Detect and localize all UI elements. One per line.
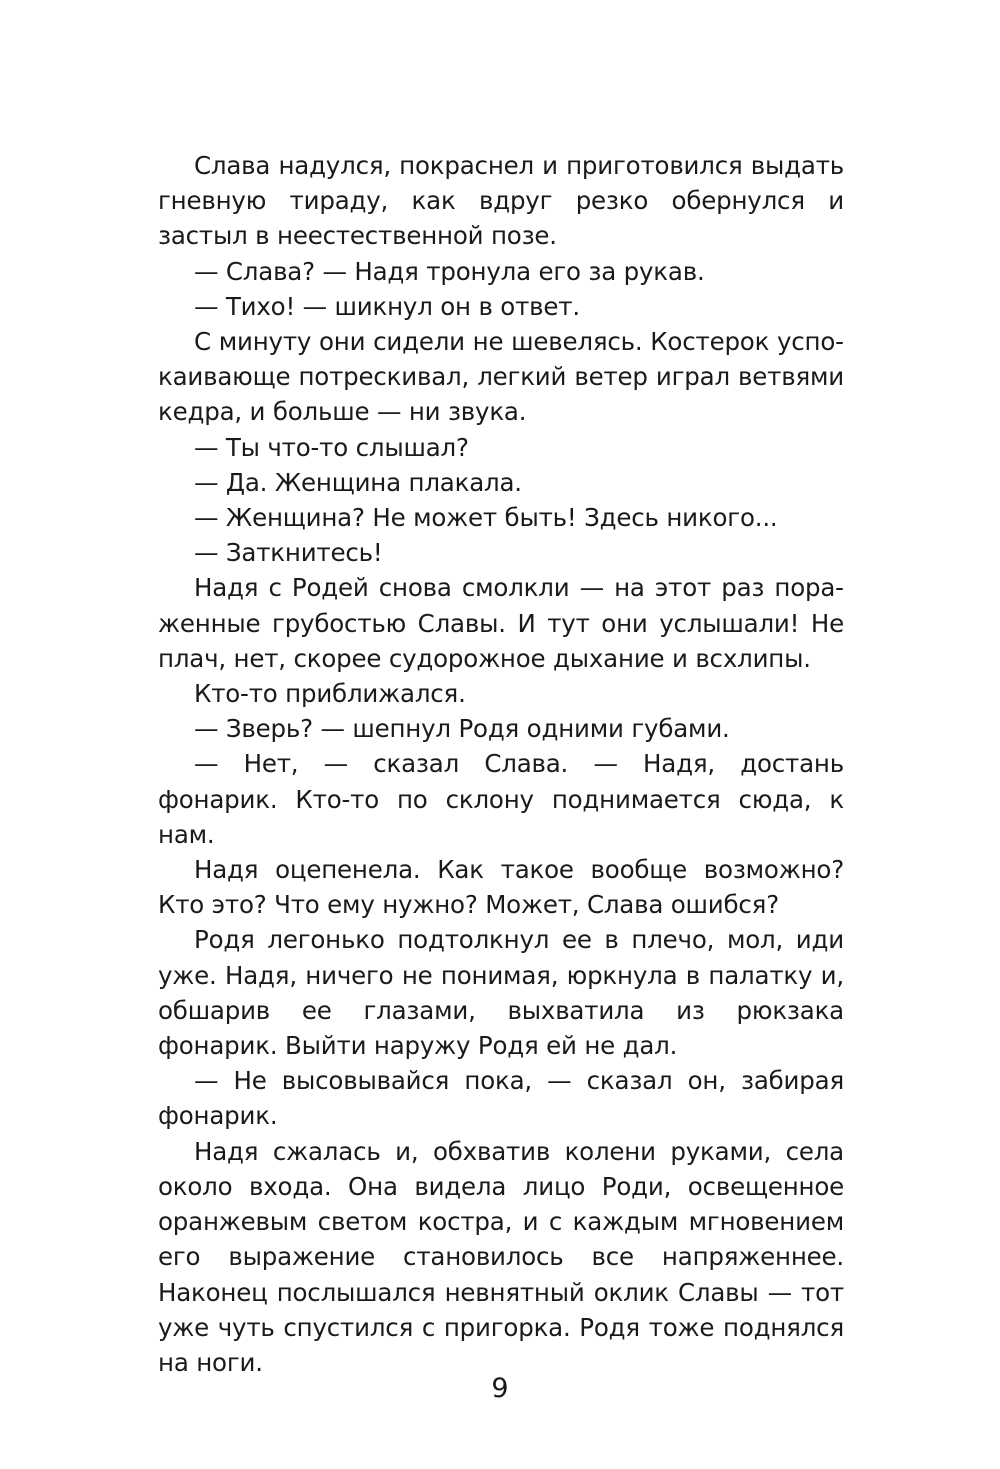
page-number: 9 [491, 1373, 509, 1404]
dialogue-line: — Тихо! — шикнул он в ответ. [194, 291, 580, 321]
dialogue-line: — Нет, — сказал Слава. — Надя, достань фонарик. Кто-то по склону поднимается сюда, к нам. [158, 749, 844, 849]
body-text [158, 148, 844, 1380]
paragraph: Слава надулся, покраснел и приготовился выдать гневную тираду, как вдруг резко обернулся и застыл в неестественной позе. [158, 151, 844, 251]
paragraph: Кто-то приближался. [194, 679, 466, 709]
paragraph: С минуту они сидели не шевелясь. Костерок успокаивающе потрескивал, легкий ветер играл ветвями кедра, и больше — ни звука. [158, 327, 844, 427]
dialogue-line: — Зверь? — шепнул Родя одними губами. [194, 714, 730, 744]
dialogue-line: — Да. Женщина плакала. [194, 467, 522, 497]
dialogue-line: — Женщина? Не может быть! Здесь никого... [194, 503, 778, 533]
paragraph: Надя с Родей снова смолкли — на этот раз пораженные грубостью Славы. И тут они услышали! Не плач, нет, скорее судорожное дыхание и всхлипы. [158, 573, 844, 673]
paragraph: Родя легонько подтолкнул ее в плечо, мол, иди уже. Надя, ничего не понимая, юркнула в палатку и, обшарив ее глазами, выхватила из рюкзака фонарик. Выйти наружу Родя ей не дал. [158, 925, 844, 1061]
paragraph: Надя оцепенела. Как такое вообще возможно? Кто это? Что ему нужно? Может, Слава ошибся? [158, 855, 844, 920]
dialogue-line: — Ты что-то слышал? [194, 432, 469, 462]
dialogue-line: — Не высовывайся пока, — сказал он, забирая фонарик. [158, 1066, 844, 1131]
dialogue-line: — Заткнитесь! [194, 538, 383, 568]
paragraph: Надя сжалась и, обхватив колени руками, села около входа. Она видела лицо Роди, освещенное оранжевым светом костра, и с каждым мгновением его выражение становилось все напряженнее. Наконец послышался невнятный оклик Славы — тот уже чуть спустился с пригорка. Родя тоже поднялся на ноги. [158, 1136, 844, 1377]
dialogue-line: — Слава? — Надя тронула его за рукав. [194, 256, 705, 286]
